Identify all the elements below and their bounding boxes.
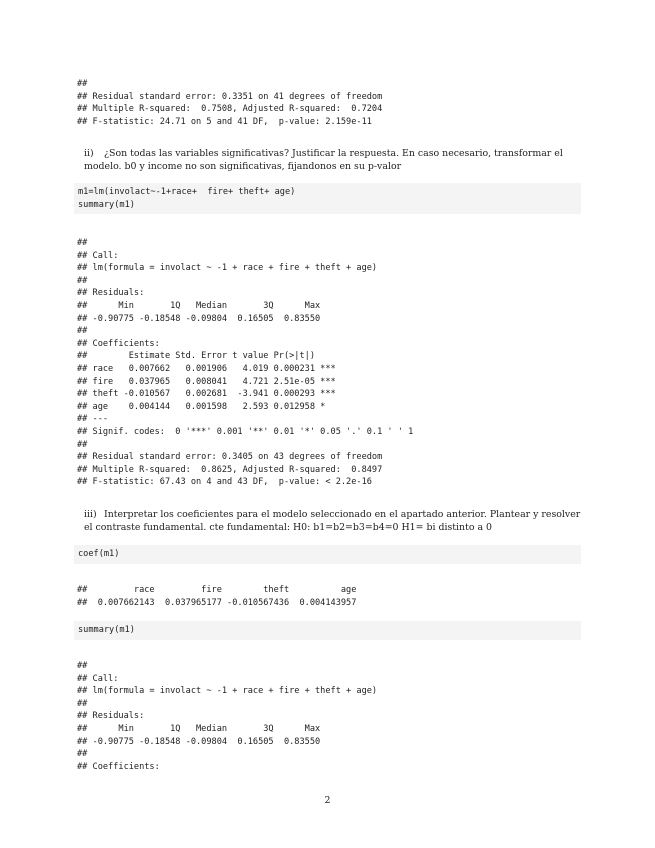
residual-summary-output: ## ## Residual standard error: 0.3351 on 41 degrees of freedom ## Multiple R-squared: 0.7508, Adjusted R-squared: 0.7204 ## F-statistic: 24.71 on 5 and 41 DF, p-value: 2.159e-11 (77, 79, 383, 127)
model-summary-output-2: ## ## Call: ## lm(formula = involact ~ -1 + race + fire + theft + age) ## ## Residuals: ## Min 1Q Median 3Q Max ## -0.90775 -0.18548 -0.09804 0.16505 0.83550 ## ## Coefficients: (77, 661, 378, 772)
question-iii-text: Interpretar los coeficientes para el modelo seleccionado en el apartado anterior. Plantear y resolver el contraste fundamental. cte fundamental: H0: b1=b2=b3=b4=0 H1= bi distinto a 0 (84, 509, 581, 533)
question-iii (84, 509, 581, 535)
code-chunk-model-fit[interactable]: m1=lm(involact~-1+race+ fire+ theft+ age) summary(m1) (74, 183, 581, 214)
code-chunk-coef[interactable]: coef(m1) (74, 545, 581, 564)
question-ii-text: ¿Son todas las variables significativas? Justificar la respuesta. En caso necesario, transformar el modelo. b0 y income no son significativas, fijandonos en su p-valor (84, 148, 563, 172)
page-number: 2 (324, 795, 331, 806)
question-ii-number: ii) (84, 148, 94, 159)
model-summary-output: ## ## Call: ## lm(formula = involact ~ -1 + race + fire + theft + age) ## ## Residuals: ## Min 1Q Median 3Q Max ## -0.90775 -0.18548 -0.09804 0.16505 0.83550 ## ## Coefficients: ## Estimate Std. Error t value Pr(>|t|) ## race 0.007662 0.001906 4.019 0.000231 *** ## fire 0.037965 0.008041 4.721 2.51e-05 *** ## theft -0.010567 0.002681 -3.941 0.000293 *** ## age 0.004144 0.001598 2.593 0.012958 * ## --- ## Signif. codes: 0 '***' 0.001 '**' 0.01 '*' 0.05 '.' 0.1 ' ' 1 ## ## Residual standard error: 0.3405 on 43 degrees of freedom ## Multiple R-squared: 0.8625, Adjusted R-squared: 0.8497 ## F-statistic: 67.43 on 4 and 43 DF, p-value: < 2.2e-16 (77, 238, 414, 488)
coef-output: ## race fire theft age ## 0.007662143 0.037965177 -0.010567436 0.004143957 (77, 585, 357, 608)
code-chunk-summary[interactable]: summary(m1) (74, 621, 581, 640)
question-ii (84, 148, 581, 174)
question-iii-number: iii) (84, 509, 97, 520)
